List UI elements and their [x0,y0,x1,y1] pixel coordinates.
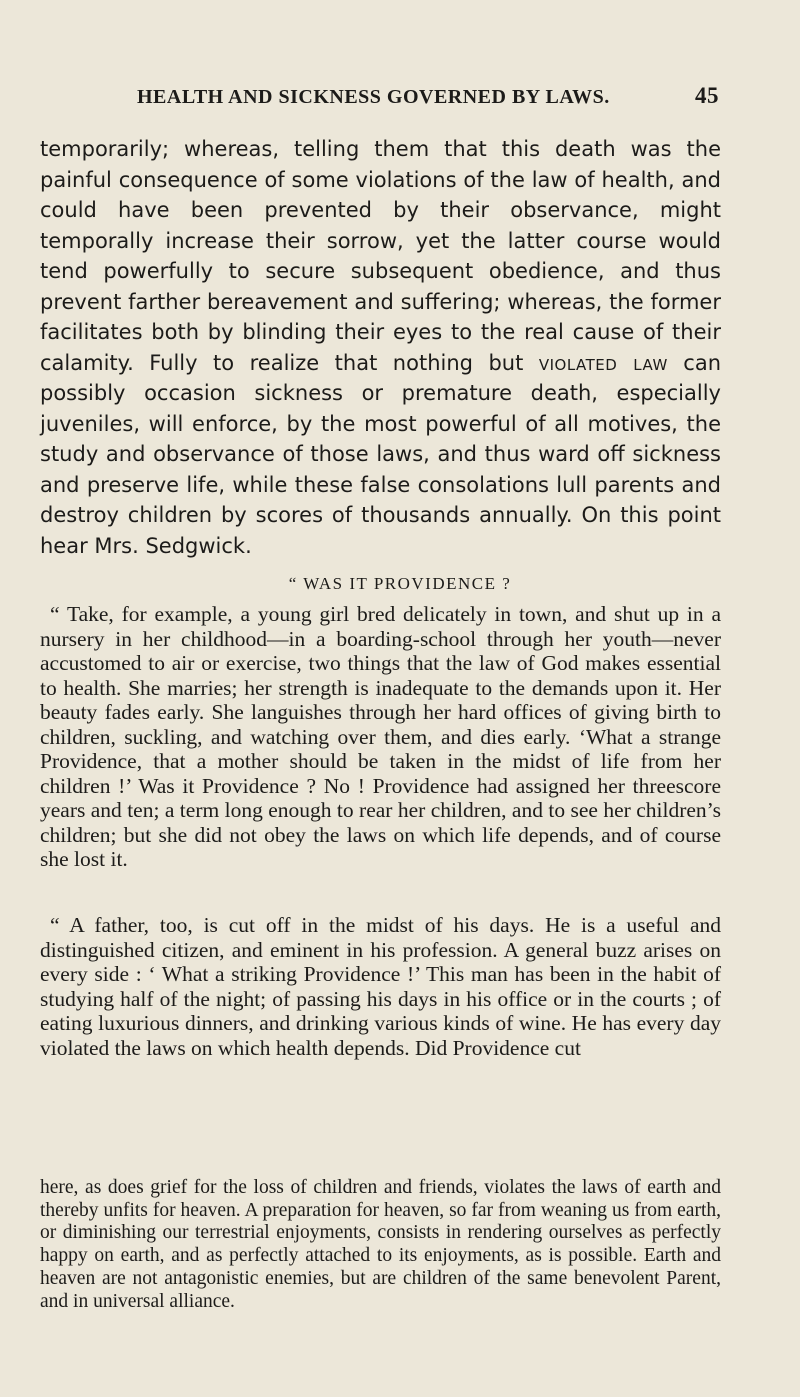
main-text-part-1: temporarily; whereas, telling them that this death was the painful consequence of some violations of the law of health, and could have been prevented by their observance, might temporally increase their sorrow, yet the latter course would tend powerfully to secure subsequent obedience, and thus prevent farther bereavement and suffering; whereas, the former facilitates both by blinding their eyes to the real cause of their calamity. Fully to realize that nothing but [40,137,721,375]
main-text-part-2: can possibly occasion sickness or premature death, especially juveniles, will enforce, by the most powerful of all motives, the study and observance of those laws, and thus ward off sickness and preserve life, while these false consolations lull parents and destroy children by scores of thousands annually. On this point hear Mrs. Sedgwick. [40,350,722,558]
main-paragraph [40,134,721,561]
footnote-text: here, as does grief for the loss of children and friends, violates the laws of earth and thereby unfits for heaven. A preparation for heaven, so far from weaning us from earth, or diminishing our terrestrial enjoyments, consists in rendering ourselves as perfectly happy on earth, and as perfectly attached to its enjoyments, as is possible. Earth and heaven are not antagonistic enemies, but are children of the same benevolent Parent, and in universal alliance. [40,1177,721,1312]
running-title: HEALTH AND SICKNESS GOVERNED BY LAWS. [137,86,610,108]
quote-paragraph-1: “ Take, for example, a young girl bred delicately in town, and shut up in a nursery in her childhood—in a boarding-school through her youth—never accustomed to air or exercise, two things that the law of God makes essential to health. She marries; her strength is inadequate to the demands upon it. Her beauty fades early. She languishes through her hard offices of giving birth to children, suckling, and watching over them, and dies early. ‘What a strange Providence, that a mother should be taken in the midst of life from her children !’ Was it Providence ? No ! Providence had assigned her threescore years and ten; a term long enough to rear her children, and to see her children’s children; but she did not obey the laws on which life depends, and of course she lost it. [40,602,721,871]
emphasis-violated-law: violated law [538,350,668,375]
quote-paragraph-2: “ A father, too, is cut off in the midst of his days. He is a useful and distinguished citizen, and eminent in his profession. A general buzz arises on every side : ‘ What a striking Providence !’ This man has been in the habit of studying half of the night; of passing his days in his office or in the courts ; of eating luxurious dinners, and drinking various kinds of wine. He has every day violated the laws on which health depends. Did Providence cut [40,913,721,1060]
page-number: 45 [695,83,719,108]
quote-heading: “ WAS IT PROVIDENCE ? [288,574,512,593]
